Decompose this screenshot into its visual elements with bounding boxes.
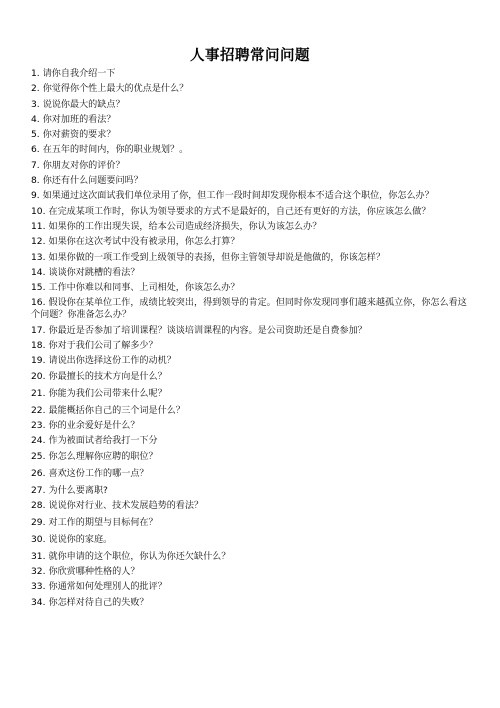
- question-number: 3.: [31, 99, 40, 110]
- question-item-27: [31, 485, 475, 497]
- question-item-22: [31, 405, 475, 417]
- question-text: 你能为我们公司带来什么呢？: [48, 388, 167, 399]
- question-item-11: [31, 221, 475, 233]
- question-number: 2.: [31, 84, 40, 95]
- question-item-20: [31, 371, 475, 383]
- question-text: 为什么要离职?: [48, 485, 108, 496]
- question-text: 假设你在某单位工作，成绩比较突出，得到领导的肯定。但同时你发现同事们越来越孤立你，你怎么看这个问题？你准备怎么办？: [31, 298, 467, 321]
- question-number: 5.: [31, 130, 40, 141]
- question-number: 13.: [31, 252, 46, 263]
- question-text: 如果通过这次面试我们单位录用了你，但工作一段时间却发现你根本不适合这个职位，你怎么办？: [42, 191, 434, 202]
- question-number: 25.: [31, 451, 46, 462]
- question-item-24: [31, 435, 475, 447]
- question-number: 22.: [31, 405, 46, 416]
- question-number: 19.: [31, 356, 46, 367]
- question-item-18: [31, 340, 475, 352]
- question-text: 作为被面试者给我打一下分: [48, 436, 158, 447]
- question-text: 在完成某项工作时，你认为领导要求的方式不是最好的，自己还有更好的方法，你应该怎么做？: [48, 206, 431, 217]
- question-number: 33.: [31, 582, 46, 593]
- question-text: 你最近是否参加了培训课程？谈谈培训课程的内容。是公司资助还是自费参加？: [48, 325, 367, 336]
- question-item-7: [31, 160, 475, 172]
- question-text: 说说你对行业、技术发展趋势的看法？: [48, 500, 204, 511]
- question-item-12: [31, 236, 475, 248]
- question-text: 请你自我介绍一下: [42, 69, 116, 79]
- question-text: 你对加班的看法？: [42, 114, 116, 125]
- question-item-19: [31, 355, 475, 367]
- question-number: 24.: [31, 436, 46, 447]
- question-number: 34.: [31, 597, 46, 608]
- question-item-3: [31, 99, 475, 111]
- question-text: 最能概括你自己的三个词是什么？: [48, 405, 185, 416]
- question-item-14: [31, 267, 475, 279]
- question-text: 你欣赏哪种性格的人？: [48, 567, 140, 578]
- question-number: 18.: [31, 341, 46, 352]
- question-number: 23.: [31, 420, 46, 431]
- question-number: 32.: [31, 567, 46, 578]
- question-item-31: [31, 551, 475, 563]
- question-number: 20.: [31, 371, 46, 382]
- question-item-15: [31, 282, 475, 294]
- question-text: 说说你最大的缺点？: [42, 99, 125, 110]
- question-number: 4.: [31, 114, 40, 125]
- question-item-13: [31, 252, 475, 264]
- question-number: 11.: [31, 221, 46, 232]
- question-number: 12.: [31, 237, 46, 248]
- question-text: 说说你的家庭。: [48, 534, 113, 545]
- question-text: 你的业余爱好是什么？: [48, 420, 140, 431]
- question-text: 就你申请的这个职位，你认为你还欠缺什么？: [48, 551, 231, 562]
- question-item-34: [31, 597, 475, 609]
- question-item-9: [31, 190, 475, 202]
- question-text: 如果你的工作出现失误，给本公司造成经济损失，你认为该怎么办？: [48, 221, 322, 232]
- question-text: 你对薪资的要求？: [42, 130, 116, 141]
- question-text: 在五年的时间内，你的职业规划？。: [42, 145, 189, 156]
- question-number: 7.: [31, 160, 40, 171]
- question-list: [31, 68, 475, 612]
- question-item-33: [31, 581, 475, 593]
- question-text: 对工作的期望与目标何在？: [48, 517, 158, 528]
- question-number: 16.: [31, 298, 46, 309]
- question-number: 26.: [31, 468, 46, 479]
- question-item-29: [31, 517, 475, 529]
- question-number: 6.: [31, 145, 40, 156]
- question-text: 你还有什么问题要问吗？: [42, 176, 143, 187]
- question-item-1: [31, 68, 475, 80]
- question-number: 28.: [31, 500, 46, 511]
- question-item-30: [31, 534, 475, 546]
- question-text: 如果你做的一项工作受到上级领导的表扬，但你主管领导却说是他做的，你该怎样？: [48, 252, 385, 263]
- question-number: 10.: [31, 206, 46, 217]
- question-text: 请说出你选择这份工作的动机？: [48, 356, 176, 367]
- question-text: 工作中你难以和同事、上司相处，你该怎么办？: [48, 283, 240, 294]
- question-text: 你怎样对待自己的失败？: [48, 597, 149, 608]
- question-item-8: [31, 175, 475, 187]
- question-text: 你通常如何处理別人的批评？: [48, 582, 167, 593]
- question-number: 9.: [31, 191, 40, 202]
- question-item-2: [31, 83, 475, 95]
- question-text: 喜欢这份工作的哪一点？: [48, 468, 149, 479]
- question-item-25: [31, 451, 475, 463]
- question-number: 17.: [31, 325, 46, 336]
- question-item-26: [31, 468, 475, 480]
- question-item-32: [31, 566, 475, 578]
- question-number: 29.: [31, 517, 46, 528]
- question-number: 21.: [31, 388, 46, 399]
- question-text: 你对于我们公司了解多少？: [48, 341, 158, 352]
- question-item-4: [31, 114, 475, 126]
- question-number: 15.: [31, 283, 46, 294]
- question-number: 27.: [31, 485, 46, 496]
- question-item-10: [31, 206, 475, 218]
- question-number: 30.: [31, 534, 46, 545]
- question-item-6: [31, 144, 475, 156]
- question-number: 1.: [31, 69, 40, 79]
- question-number: 31.: [31, 551, 46, 562]
- question-text: 你怎么理解你应聘的职位？: [48, 451, 158, 462]
- question-item-23: [31, 420, 475, 432]
- question-text: 你朋友对你的评价？: [42, 160, 125, 171]
- question-item-21: [31, 388, 475, 400]
- question-text: 谈谈你对跳槽的看法？: [48, 267, 140, 278]
- question-number: 14.: [31, 267, 46, 278]
- question-item-17: [31, 325, 475, 337]
- question-text: 你觉得你个性上最大的优点是什么？: [42, 84, 189, 95]
- question-item-16: [31, 297, 475, 321]
- question-text: 你最擅长的技术方向是什么？: [48, 371, 167, 382]
- question-item-5: [31, 129, 475, 141]
- document-title: 人事招聘常问问题: [190, 47, 310, 64]
- question-item-28: [31, 500, 475, 512]
- question-number: 8.: [31, 176, 40, 187]
- question-text: 如果你在这次考试中没有被录用，你怎么打算？: [48, 237, 240, 248]
